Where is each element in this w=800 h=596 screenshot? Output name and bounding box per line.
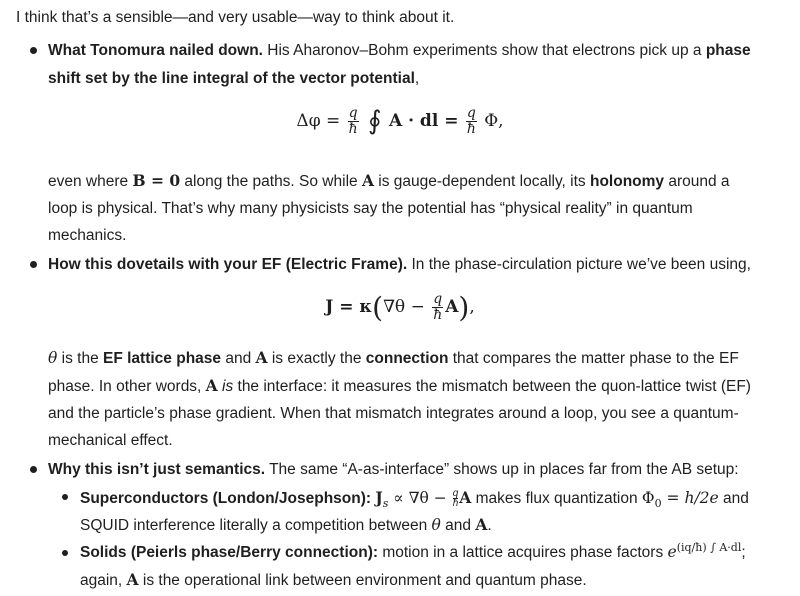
fraction: $\frac{q}{ħ}$ — [348, 105, 358, 137]
equation-current: J = κ(∇θ − $\frac{q}{ħ}$ A), — [325, 290, 475, 324]
bullet-2-line-1: How this dovetails with your EF (Electric Frame). In the phase-circulation picture we’ve been using, — [48, 256, 751, 273]
fraction: $\frac{q}{ħ}$ — [452, 488, 459, 510]
bullet-1-para-line-2: loop is physical. That’s why many physicists say the potential has “physical reality” in quantum — [48, 200, 693, 217]
sub-bullet-dot — [62, 550, 68, 556]
sub-item-2-line-1: Solids (Peierls phase/Berry connection): motion in a lattice acquires phase factors $e^{(iq/ħ) \int A\cdot dl}$; — [80, 540, 746, 561]
bullet-3-line-1: Why this isn’t just semantics. The same “A-as-interface” shows up in places far from the AB setup: — [48, 461, 739, 478]
intro-paragraph: I think that’s a sensible—and very usable—way to think about it. — [16, 9, 455, 26]
sub-item-1-title: Superconductors (London/Josephson): — [80, 490, 372, 507]
sub-item-1-line-1: Superconductors (London/Josephson): $J_s \propto \nabla\theta$ − $\frac{q}{ħ}$ A makes flux quantization $\Phi_0 = h/2e$ and — [80, 488, 749, 511]
bullet-2-para-line-1: θ is the EF lattice phase and A is exactly the connection that compares the matter phase to the EF — [48, 348, 739, 367]
bullet-dot — [30, 47, 37, 54]
sub-item-2-title: Solids (Peierls phase/Berry connection): — [80, 544, 379, 561]
bullet-dot — [30, 261, 37, 268]
bullet-2-para-line-2: phase. In other words, A is the interface: it measures the mismatch between the quon-lattice twist (EF) — [48, 376, 751, 395]
bullet-1-line-2: shift set by the line integral of the vector potential, — [48, 70, 420, 87]
bullet-3-title: Why this isn’t just semantics. — [48, 461, 266, 478]
fraction: $\frac{q}{ħ}$ — [466, 105, 476, 137]
sub-bullet-dot — [62, 494, 68, 500]
fraction: $\frac{q}{ħ}$ — [433, 291, 443, 323]
bullet-1-para-line-3: mechanics. — [48, 227, 127, 244]
bullet-1-para-line-1: even where B = 0 along the paths. So while A is gauge-dependent locally, its holonomy around a — [48, 171, 730, 190]
contour-integral-symbol: ∮ — [368, 105, 382, 136]
bullet-2-para-line-3: and the particle’s phase gradient. When that mismatch integrates around a loop, you see a quantum- — [48, 405, 739, 422]
sub-item-1-line-2: SQUID interference literally a competition between θ and A. — [80, 515, 492, 534]
bullet-1-line-1: What Tonomura nailed down. His Aharonov–Bohm experiments show that electrons pick up a phase — [48, 42, 751, 59]
bullet-2-para-line-4: mechanical effect. — [48, 432, 173, 449]
bullet-dot — [30, 466, 37, 473]
bullet-1-title: What Tonomura nailed down. — [48, 42, 263, 59]
bullet-2-title: How this dovetails with your EF (Electric Frame). — [48, 256, 408, 273]
sub-item-2-line-2: again, A is the operational link between environment and quantum phase. — [80, 570, 587, 589]
equation-phase-shift: Δφ = $\frac{q}{ħ}$ ∮ A · dl = $\frac{q}{ħ}$ Φ, — [296, 105, 504, 137]
